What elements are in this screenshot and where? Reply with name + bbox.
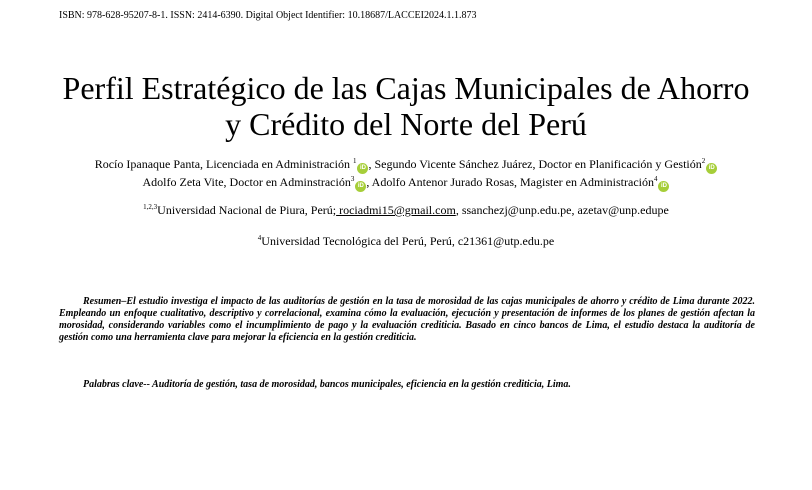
keywords <box>59 379 755 391</box>
orcid-icon[interactable]: iD <box>355 181 366 192</box>
author-2-affil: 2 <box>701 157 706 165</box>
paper-title <box>0 70 812 142</box>
author-line-1 <box>0 156 812 174</box>
title-line-1: Perfil Estratégico de las Cajas Municipales de Ahorro <box>62 70 750 106</box>
author-4: , Adolfo Antenor Jurado Rosas, Magister en Administración <box>366 175 654 189</box>
affiliation-2-text: Universidad Tecnológica del Perú, Perú, c21361@utp.edu.pe <box>261 234 555 248</box>
author-1-affil: 1 <box>352 157 357 165</box>
author-1: Rocío Ipanaque Panta, Licenciada en Administración <box>94 157 353 171</box>
abstract-text: Resumen–El estudio investiga el impacto de las auditorías de gestión en la tasa de morosidad de las cajas municipales de ahorro y crédito de Lima durante 2022. Empleando un enfoque cualitativo, descriptivo y correlacional, examina cómo la evaluación, ejecución y presentación de informes de los planes de gestión afectan la morosidad, considerando variables como el incumplimiento de pago y la evaluación crediticia. Basado en cinco bancos de Lima, el estudio destaca la auditoría de gestión como una herramienta clave para mejorar la eficiencia en la gestión crediticia. <box>59 296 755 343</box>
orcid-icon[interactable]: iD <box>658 181 669 192</box>
title-line-2: y Crédito del Norte del Perú <box>225 106 587 142</box>
abstract <box>59 296 755 344</box>
affiliation-1 <box>0 203 812 218</box>
author-list <box>0 156 812 192</box>
affiliation-1-text: Universidad Nacional de Piura, Perú; <box>157 203 337 217</box>
affiliation-1-sup: 1,2,3 <box>143 203 158 211</box>
affiliation-2 <box>0 234 812 249</box>
affiliation-2-sup: 4 <box>257 234 262 242</box>
author-3: Adolfo Zeta Vite, Doctor en Adminstración <box>142 175 351 189</box>
orcid-icon[interactable]: iD <box>357 163 368 174</box>
author-line-2 <box>0 174 812 192</box>
email-link[interactable]: rociadmi15@gmail.com <box>336 203 456 217</box>
author-2: , Segundo Vicente Sánchez Juárez, Doctor en Planificación y Gestión <box>368 157 702 171</box>
author-3-affil: 3 <box>350 175 355 183</box>
affiliation-1-emails: , ssanchezj@unp.edu.pe, azetav@unp.edupe <box>455 203 669 217</box>
orcid-icon[interactable]: iD <box>706 163 717 174</box>
keywords-text: Palabras clave-- Auditoría de gestión, tasa de morosidad, bancos municipales, eficiencia en la gestión crediticia, Lima. <box>83 379 571 390</box>
isbn-header: ISBN: 978-628-95207-8-1. ISSN: 2414-6390. Digital Object Identifier: 10.18687/LACCEI2024.1.1.873 <box>59 10 477 21</box>
author-4-affil: 4 <box>653 175 658 183</box>
